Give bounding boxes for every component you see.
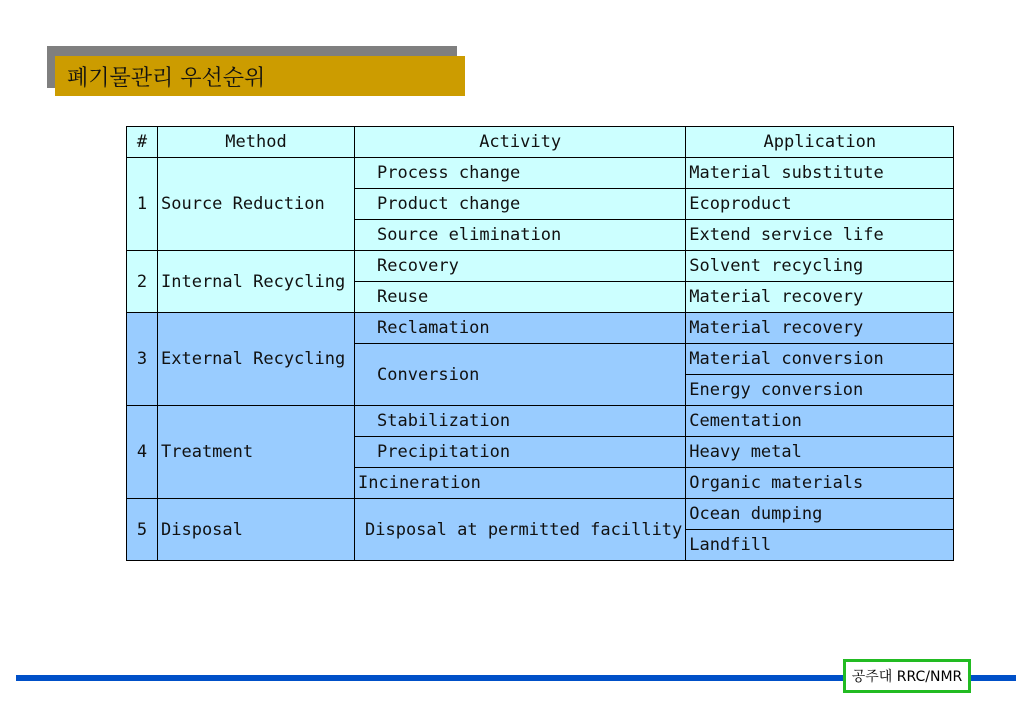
row-num: 3 (127, 313, 158, 406)
header-num: # (127, 127, 158, 158)
row-application: Ocean dumping (686, 499, 954, 530)
row-method: Disposal (158, 499, 355, 561)
row-application: Organic materials (686, 468, 954, 499)
table-row (127, 251, 954, 282)
row-application: Extend service life (686, 220, 954, 251)
row-activity: Conversion (355, 344, 686, 406)
row-activity: Recovery (355, 251, 686, 282)
header-method: Method (158, 127, 355, 158)
row-method: Source Reduction (158, 158, 355, 251)
row-method: Treatment (158, 406, 355, 499)
row-activity: Process change (355, 158, 686, 189)
row-application: Heavy metal (686, 437, 954, 468)
row-method: Internal Recycling (158, 251, 355, 313)
slide-title: 폐기물관리 우선순위 (55, 56, 465, 96)
table-row (127, 158, 954, 189)
row-application: Material conversion (686, 344, 954, 375)
header-application: Application (686, 127, 954, 158)
row-application: Solvent recycling (686, 251, 954, 282)
row-activity: Precipitation (355, 437, 686, 468)
table-row (127, 313, 954, 344)
waste-management-table (126, 126, 954, 561)
row-application: Cementation (686, 406, 954, 437)
row-activity: Source elimination (355, 220, 686, 251)
footer-label: 공주대 RRC/NMR (843, 659, 971, 693)
row-activity: Incineration (355, 468, 686, 499)
row-num: 4 (127, 406, 158, 499)
table-header-row (127, 127, 954, 158)
table-row (127, 406, 954, 437)
row-application: Material substitute (686, 158, 954, 189)
table-row (127, 499, 954, 530)
row-application: Material recovery (686, 282, 954, 313)
row-application: Ecoproduct (686, 189, 954, 220)
row-application: Energy conversion (686, 375, 954, 406)
row-activity: Product change (355, 189, 686, 220)
row-activity: Reuse (355, 282, 686, 313)
row-application: Landfill (686, 530, 954, 561)
row-num: 1 (127, 158, 158, 251)
row-activity: Stabilization (355, 406, 686, 437)
row-activity: Reclamation (355, 313, 686, 344)
row-num: 5 (127, 499, 158, 561)
row-method: External Recycling (158, 313, 355, 406)
row-num: 2 (127, 251, 158, 313)
row-application: Material recovery (686, 313, 954, 344)
row-activity: Disposal at permitted facillity (355, 499, 686, 561)
header-activity: Activity (355, 127, 686, 158)
